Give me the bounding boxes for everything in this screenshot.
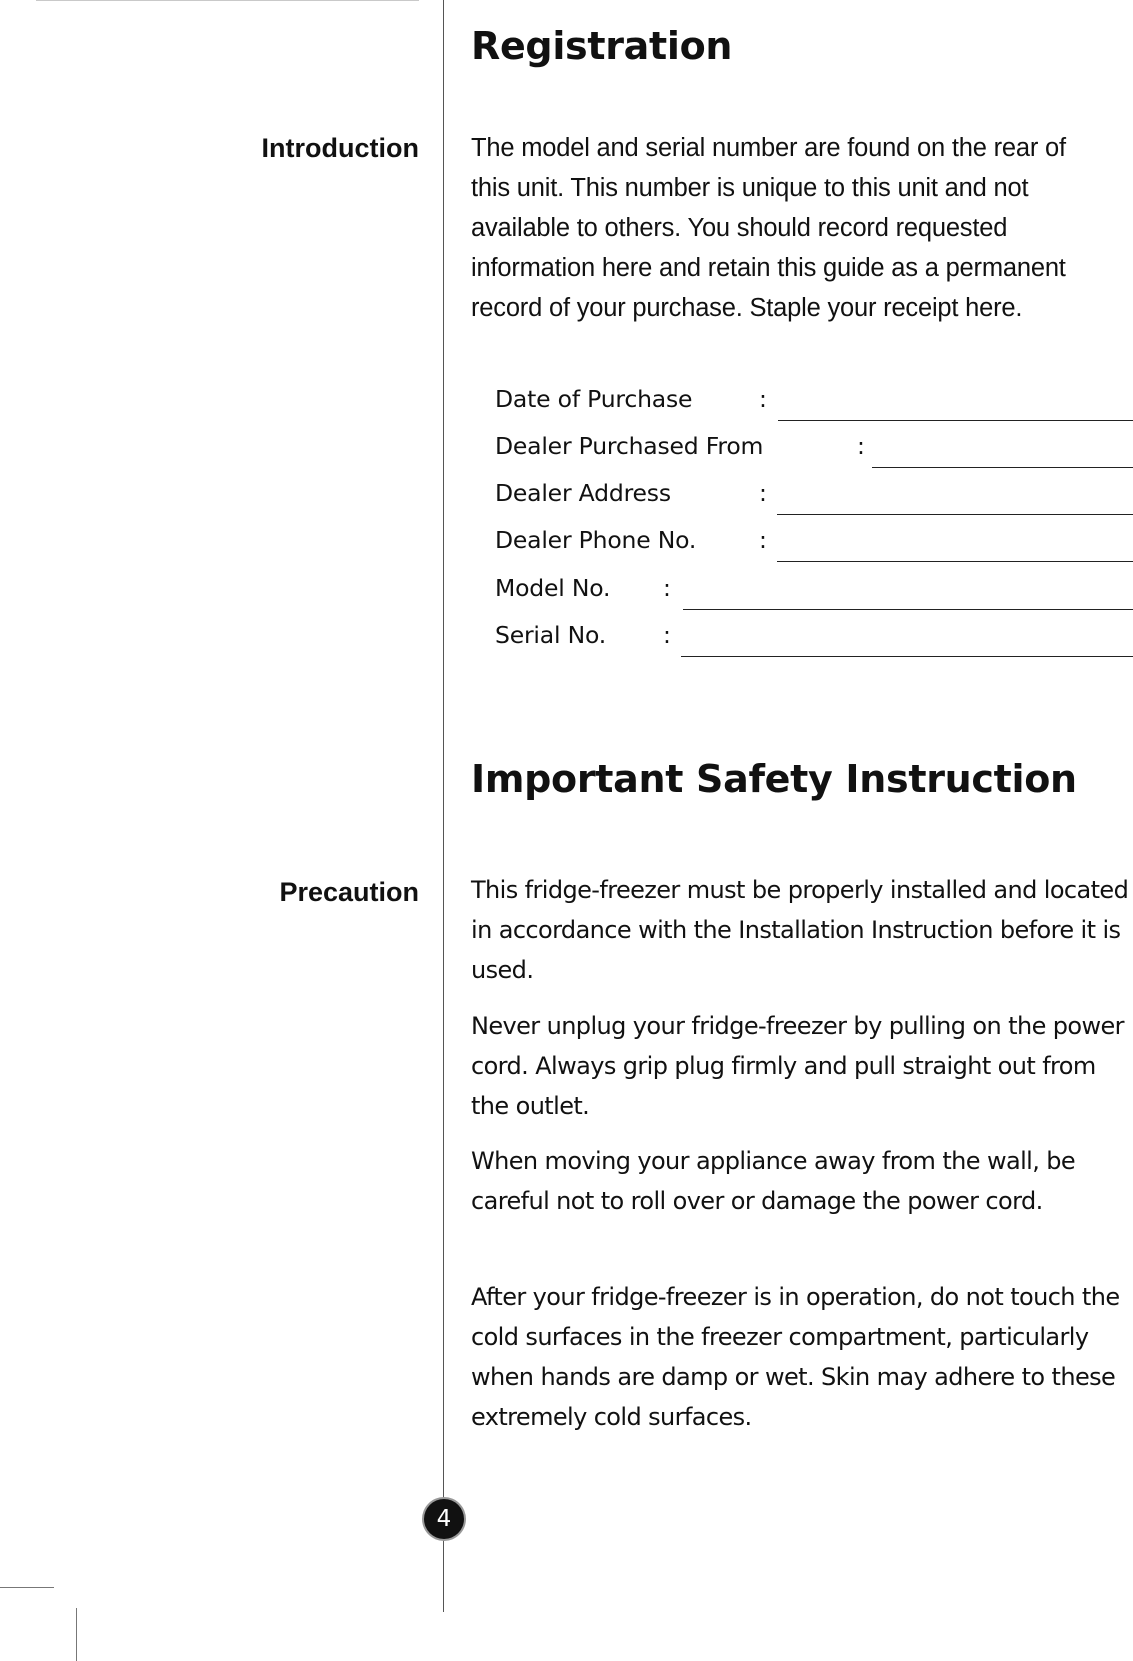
safety-paragraph: When moving your appliance away from the wall, be careful not to roll over or damage the power cord. <box>471 1147 1076 1215</box>
page-number-badge: 4 <box>424 1499 464 1539</box>
field-label: Dealer Phone No. <box>495 526 697 554</box>
field-colon: : <box>663 574 671 602</box>
safety-paragraph: This fridge-freezer must be properly installed and located in accordance with the Installation Instruction before it is used. <box>471 876 1129 984</box>
field-colon: : <box>857 432 865 460</box>
field-label: Dealer Purchased From <box>495 432 764 460</box>
field-dealer-phone-no <box>495 522 1133 562</box>
crop-mark-vertical <box>76 1608 77 1661</box>
field-colon: : <box>759 385 767 413</box>
field-date-of-purchase <box>495 381 1133 421</box>
field-blank-line[interactable] <box>683 609 1133 610</box>
field-colon: : <box>759 479 767 507</box>
field-serial-no <box>495 617 1133 657</box>
field-colon: : <box>759 526 767 554</box>
safety-paragraph: After your fridge-freezer is in operation, do not touch the cold surfaces in the freezer compartment, particularly when hands are damp or wet. Skin may adhere to these extremely cold surfaces. <box>471 1283 1120 1431</box>
safety-paragraph: Never unplug your fridge-freezer by pulling on the power cord. Always grip plug firmly and pull straight out from the outlet. <box>471 1012 1124 1120</box>
field-dealer-address <box>495 475 1133 515</box>
field-blank-line[interactable] <box>777 561 1133 562</box>
top-rule <box>36 0 419 1</box>
field-label: Serial No. <box>495 621 606 649</box>
field-label: Model No. <box>495 574 611 602</box>
crop-mark-horizontal <box>0 1587 54 1588</box>
field-blank-line[interactable] <box>872 467 1133 468</box>
precaution-label: Precaution <box>279 877 419 907</box>
field-blank-line[interactable] <box>777 514 1133 515</box>
field-dealer-purchased-from <box>495 428 1133 468</box>
safety-heading: Important Safety Instruction <box>471 757 1077 801</box>
field-label: Date of Purchase <box>495 385 693 413</box>
introduction-label: Introduction <box>261 133 419 163</box>
field-blank-line[interactable] <box>778 420 1133 421</box>
introduction-text: The model and serial number are found on the rear of this unit. This number is unique to this unit and not available to others. You should record requested information here and retain this guide as a permanent record of your purchase. Staple your receipt here. <box>471 134 1066 322</box>
field-colon: : <box>663 621 671 649</box>
field-label: Dealer Address <box>495 479 671 507</box>
field-model-no <box>495 570 1133 610</box>
field-blank-line[interactable] <box>681 656 1133 657</box>
registration-heading: Registration <box>471 24 733 68</box>
column-divider <box>443 0 444 1612</box>
